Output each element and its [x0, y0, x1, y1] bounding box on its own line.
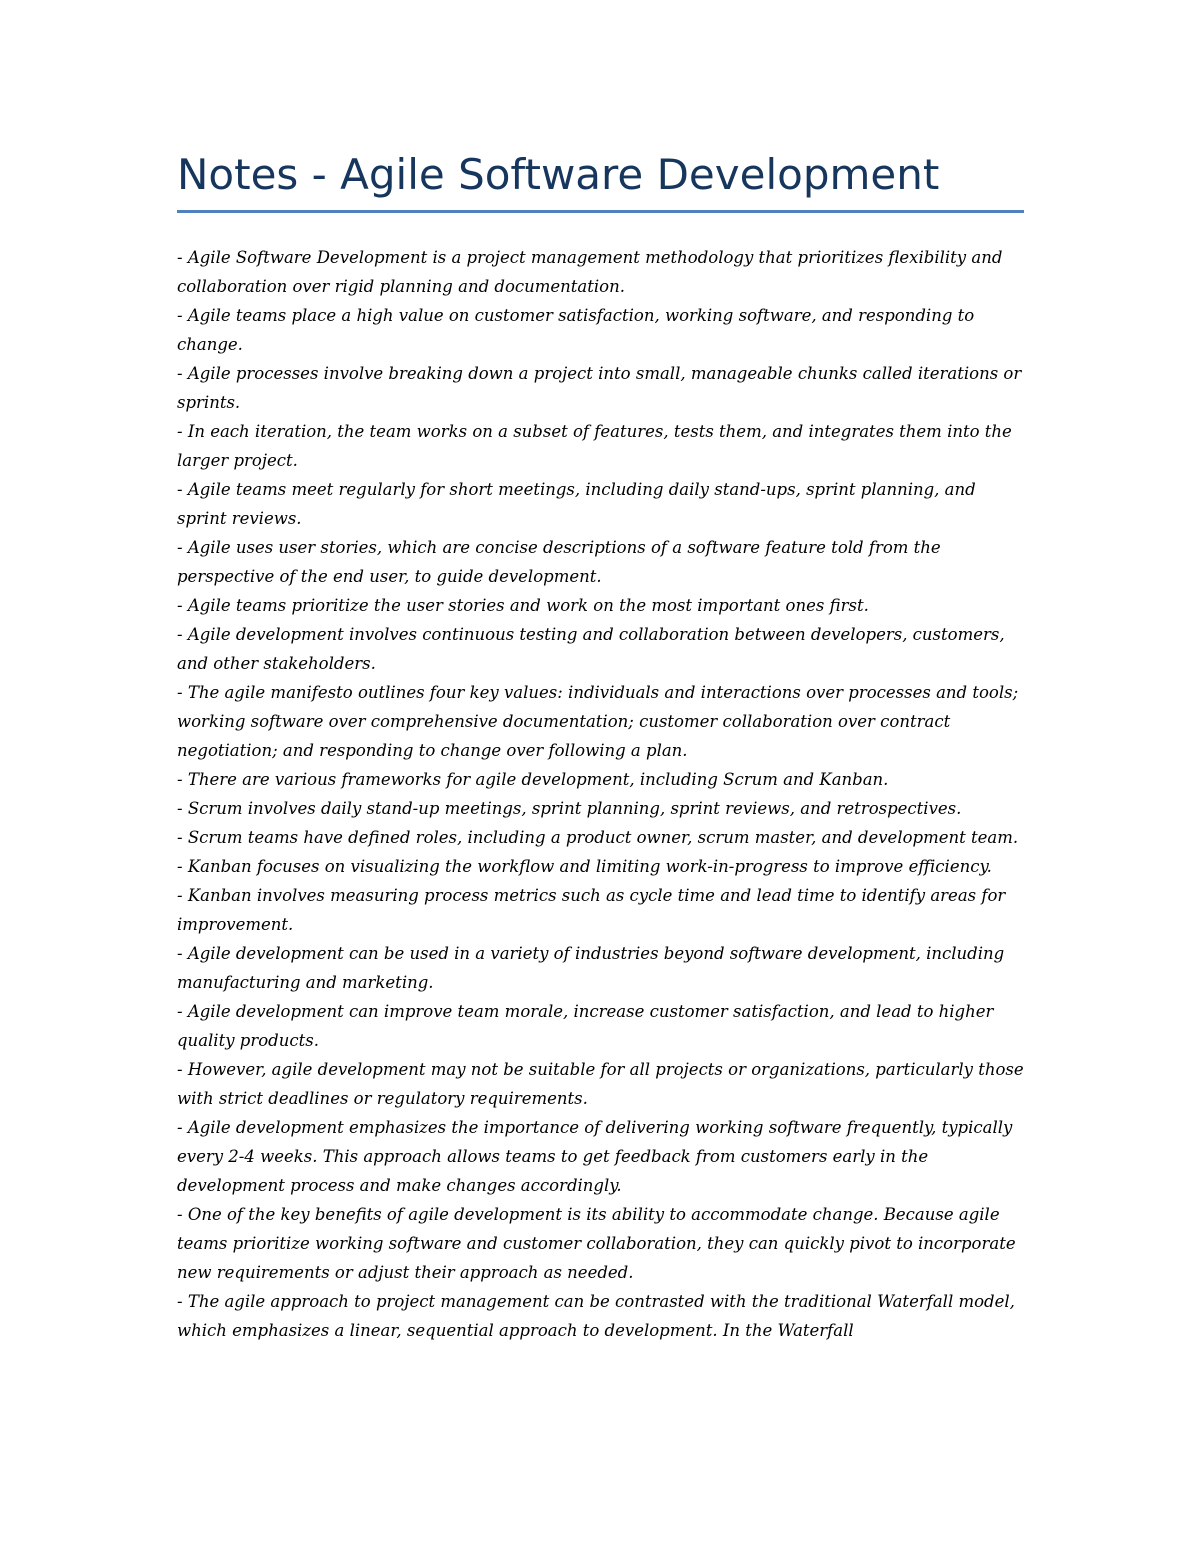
note-item: - Agile uses user stories, which are concise descriptions of a software feature told from the perspective of the end user, to guide development.	[177, 538, 941, 586]
note-item: - Agile Software Development is a project management methodology that prioritizes flexibility and collaboration over rigid planning and documentation.	[177, 248, 1003, 296]
note-item: - Agile development emphasizes the importance of delivering working software frequently, typically every 2-4 weeks. This approach allows teams to get feedback from customers early in the development process and make changes accordingly.	[177, 1118, 1013, 1195]
title-underline	[177, 210, 1024, 213]
note-item: - Agile teams place a high value on customer satisfaction, working software, and responding to change.	[177, 306, 975, 354]
note-item: - Agile development can improve team morale, increase customer satisfaction, and lead to higher quality products.	[177, 1002, 994, 1050]
note-item: - The agile approach to project management can be contrasted with the traditional Waterfall model, which emphasizes a linear, sequential approach to development. In the Waterfall	[177, 1292, 1015, 1340]
note-item: - Kanban focuses on visualizing the workflow and limiting work-in-progress to improve efficiency.	[177, 857, 992, 876]
note-item: - In each iteration, the team works on a subset of features, tests them, and integrates them into the larger project.	[177, 422, 1012, 470]
note-item: - However, agile development may not be suitable for all projects or organizations, particularly those with strict deadlines or regulatory requirements.	[177, 1060, 1024, 1108]
note-item: - There are various frameworks for agile development, including Scrum and Kanban.	[177, 770, 889, 789]
note-item: - Scrum teams have defined roles, including a product owner, scrum master, and development team.	[177, 828, 1019, 847]
note-item: - Agile teams meet regularly for short meetings, including daily stand-ups, sprint planning, and sprint reviews.	[177, 480, 976, 528]
note-item: - The agile manifesto outlines four key values: individuals and interactions over processes and tools; working software over comprehensive documentation; customer collaboration over contract negotiation; and responding to change over following a plan.	[177, 683, 1019, 760]
note-item: - One of the key benefits of agile development is its ability to accommodate change. Because agile teams prioritize working software and customer collaboration, they can quickly pivot to incorporate new requirements or adjust their approach as needed.	[177, 1205, 1016, 1282]
note-item: - Kanban involves measuring process metrics such as cycle time and lead time to identify areas for improvement.	[177, 886, 1006, 934]
notes-list	[177, 243, 1027, 1345]
note-item: - Agile development involves continuous testing and collaboration between developers, customers, and other stakeholders.	[177, 625, 1005, 673]
note-item: - Agile development can be used in a variety of industries beyond software development, including manufacturing and marketing.	[177, 944, 1005, 992]
note-item: - Agile processes involve breaking down a project into small, manageable chunks called iterations or sprints.	[177, 364, 1022, 412]
page-title: Notes - Agile Software Development	[177, 150, 940, 199]
note-item: - Scrum involves daily stand-up meetings, sprint planning, sprint reviews, and retrospectives.	[177, 799, 962, 818]
note-item: - Agile teams prioritize the user stories and work on the most important ones first.	[177, 596, 869, 615]
